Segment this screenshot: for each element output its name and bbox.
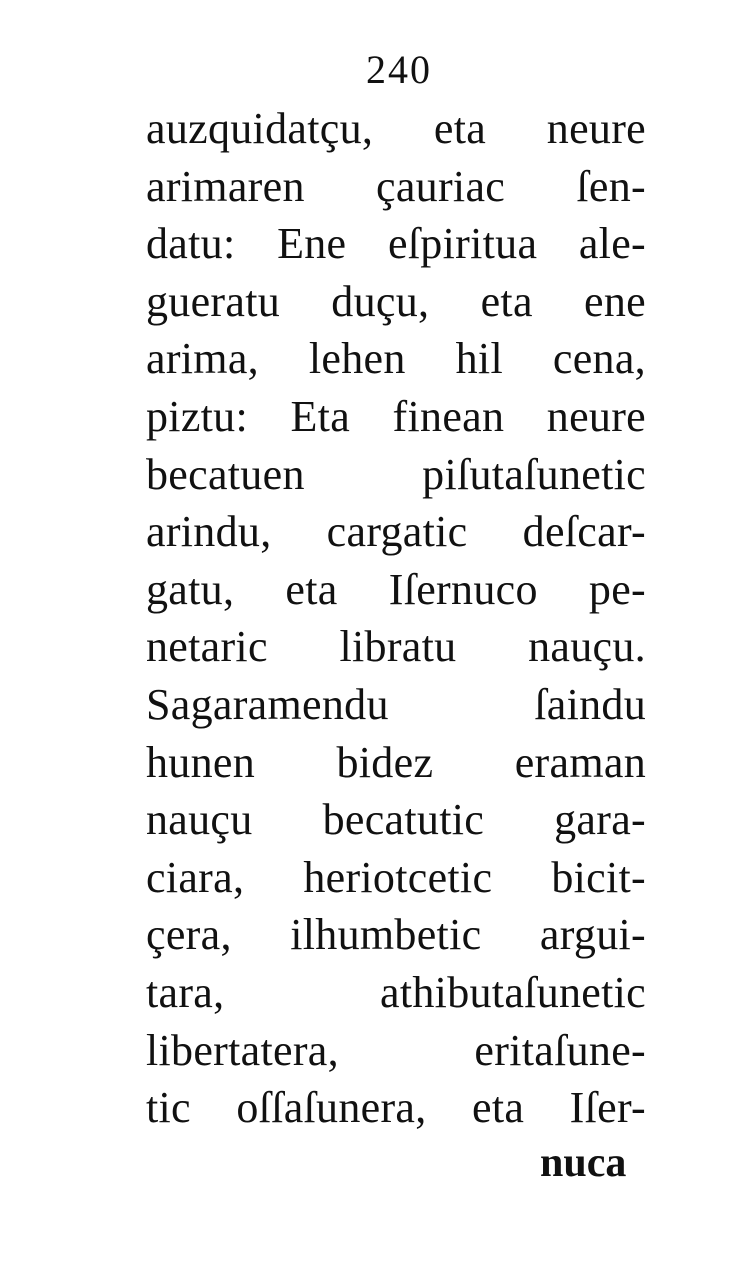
- page-number: 240: [366, 47, 432, 92]
- text-line: becatuen piſutaſunetic: [146, 449, 646, 499]
- catchword: nuca: [540, 1140, 627, 1186]
- text-line: arindu, cargatic deſcar-: [146, 507, 646, 557]
- text-line: auzquidatçu, eta neure: [146, 104, 646, 153]
- text-line: ciara, heriotcetic bicit-: [146, 852, 646, 902]
- text-line: libertatera, eritaſune-: [146, 1025, 646, 1075]
- text-line: arima, lehen hil cena,: [146, 334, 646, 384]
- text-line: Sagaramendu ſaindu: [146, 679, 646, 729]
- text-line: hunen bidez eraman: [146, 737, 646, 787]
- body-text: [146, 100, 646, 1137]
- text-line: çera, ilhumbetic argui-: [146, 910, 646, 960]
- text-line: tic oſſaſunera, eta Iſer-: [146, 1083, 646, 1133]
- text-line: gueratu duçu, eta ene: [146, 276, 646, 326]
- text-line: netaric libratu nauçu.: [146, 622, 646, 672]
- text-line: nauçu becatutic gara-: [146, 795, 646, 845]
- text-line: gatu, eta Iſernuco pe-: [146, 564, 646, 614]
- text-line: arimaren çauriac ſen-: [146, 161, 646, 211]
- text-line: tara, athibutaſunetic: [146, 967, 646, 1017]
- text-line: datu: Ene eſpiritua ale-: [146, 219, 646, 269]
- text-line: piztu: Eta finean neure: [146, 391, 646, 441]
